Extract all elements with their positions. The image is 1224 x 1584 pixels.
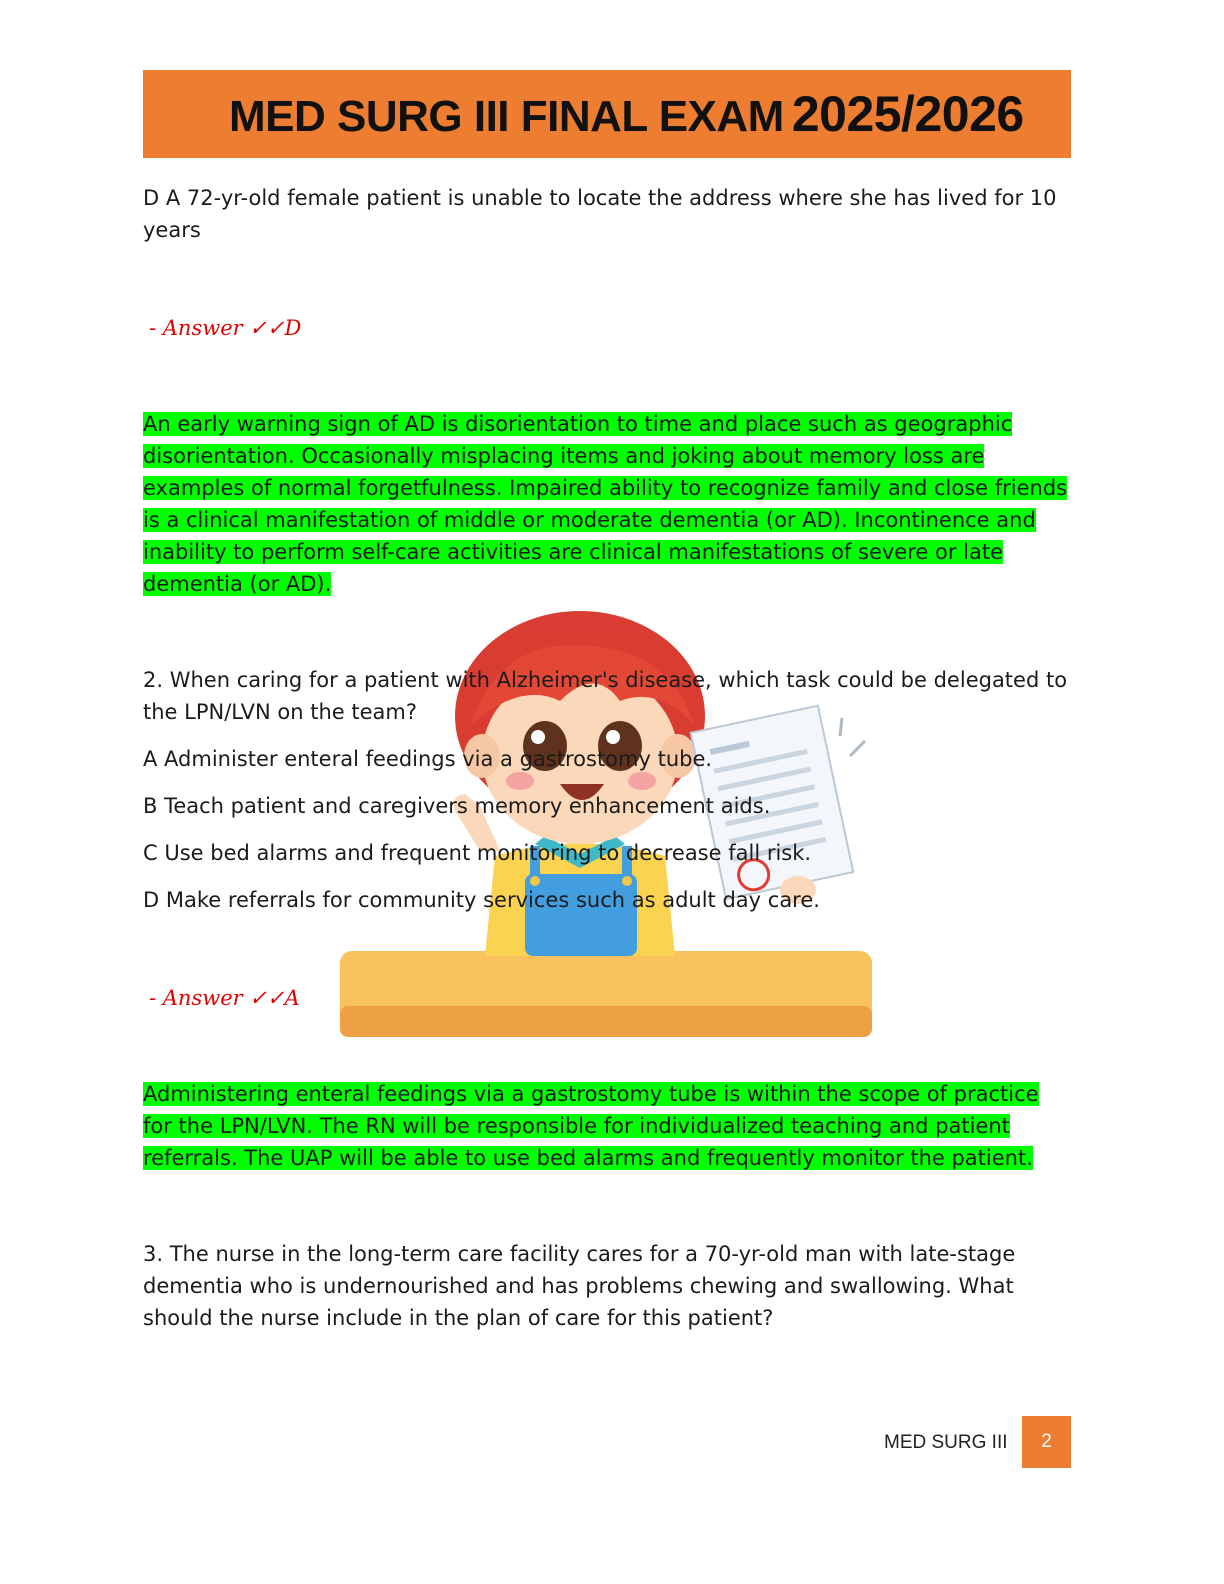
q1-option-d: D A 72-yr-old female patient is unable to locate the address where she has lived for 10 years (143, 186, 1057, 242)
footer-label: MED SURG III (884, 1432, 1008, 1453)
q2-option-b: B Teach patient and caregivers memory enhancement aids. (143, 794, 771, 818)
q1-rationale (143, 408, 1073, 600)
q3-question: 3. The nurse in the long-term care facility cares for a 70-yr-old man with late-stage dementia who is undernourished and has problems chewing and swallowing. What should the nurse include in the plan of care for this patient? (143, 1242, 1016, 1330)
q2-rationale-text: Administering enteral feedings via a gastrostomy tube is within the scope of practice for the LPN/LVN. The RN will be responsible for individualized teaching and patient referrals. The UAP will be able to use bed alarms and frequently monitor the patient. (143, 1082, 1039, 1170)
main-content (143, 182, 1073, 1334)
page-number: 2 (1022, 1416, 1071, 1468)
q2-option-d: D Make referrals for community services such as adult day care. (143, 888, 820, 912)
page-title (229, 84, 1024, 147)
q2-rationale (143, 1078, 1073, 1174)
q2-answer: - Answer ✓✓A (149, 986, 300, 1010)
header-banner (143, 70, 1071, 158)
q2-question: 2. When caring for a patient with Alzheimer's disease, which task could be delegated to the LPN/LVN on the team? (143, 668, 1068, 724)
q2-option-c: C Use bed alarms and frequent monitoring to decrease fall risk. (143, 841, 812, 865)
title-text: MED SURG III FINAL EXAM (229, 92, 784, 141)
q1-rationale-text: An early warning sign of AD is disorientation to time and place such as geographic disorientation. Occasionally misplacing items and joking about memory loss are examples of normal forgetfulness. Impaired ability to recognize family and close friends is a clinical manifestation of middle or moderate dementia (or AD). Incontinence and inability to perform self-care activities are clinical manifestations of severe or late dementia (or AD). (143, 412, 1068, 596)
q2-option-a: A Administer enteral feedings via a gastrostomy tube. (143, 747, 713, 771)
title-year: 2025/2026 (791, 86, 1024, 142)
q1-answer: - Answer ✓✓D (149, 316, 302, 340)
